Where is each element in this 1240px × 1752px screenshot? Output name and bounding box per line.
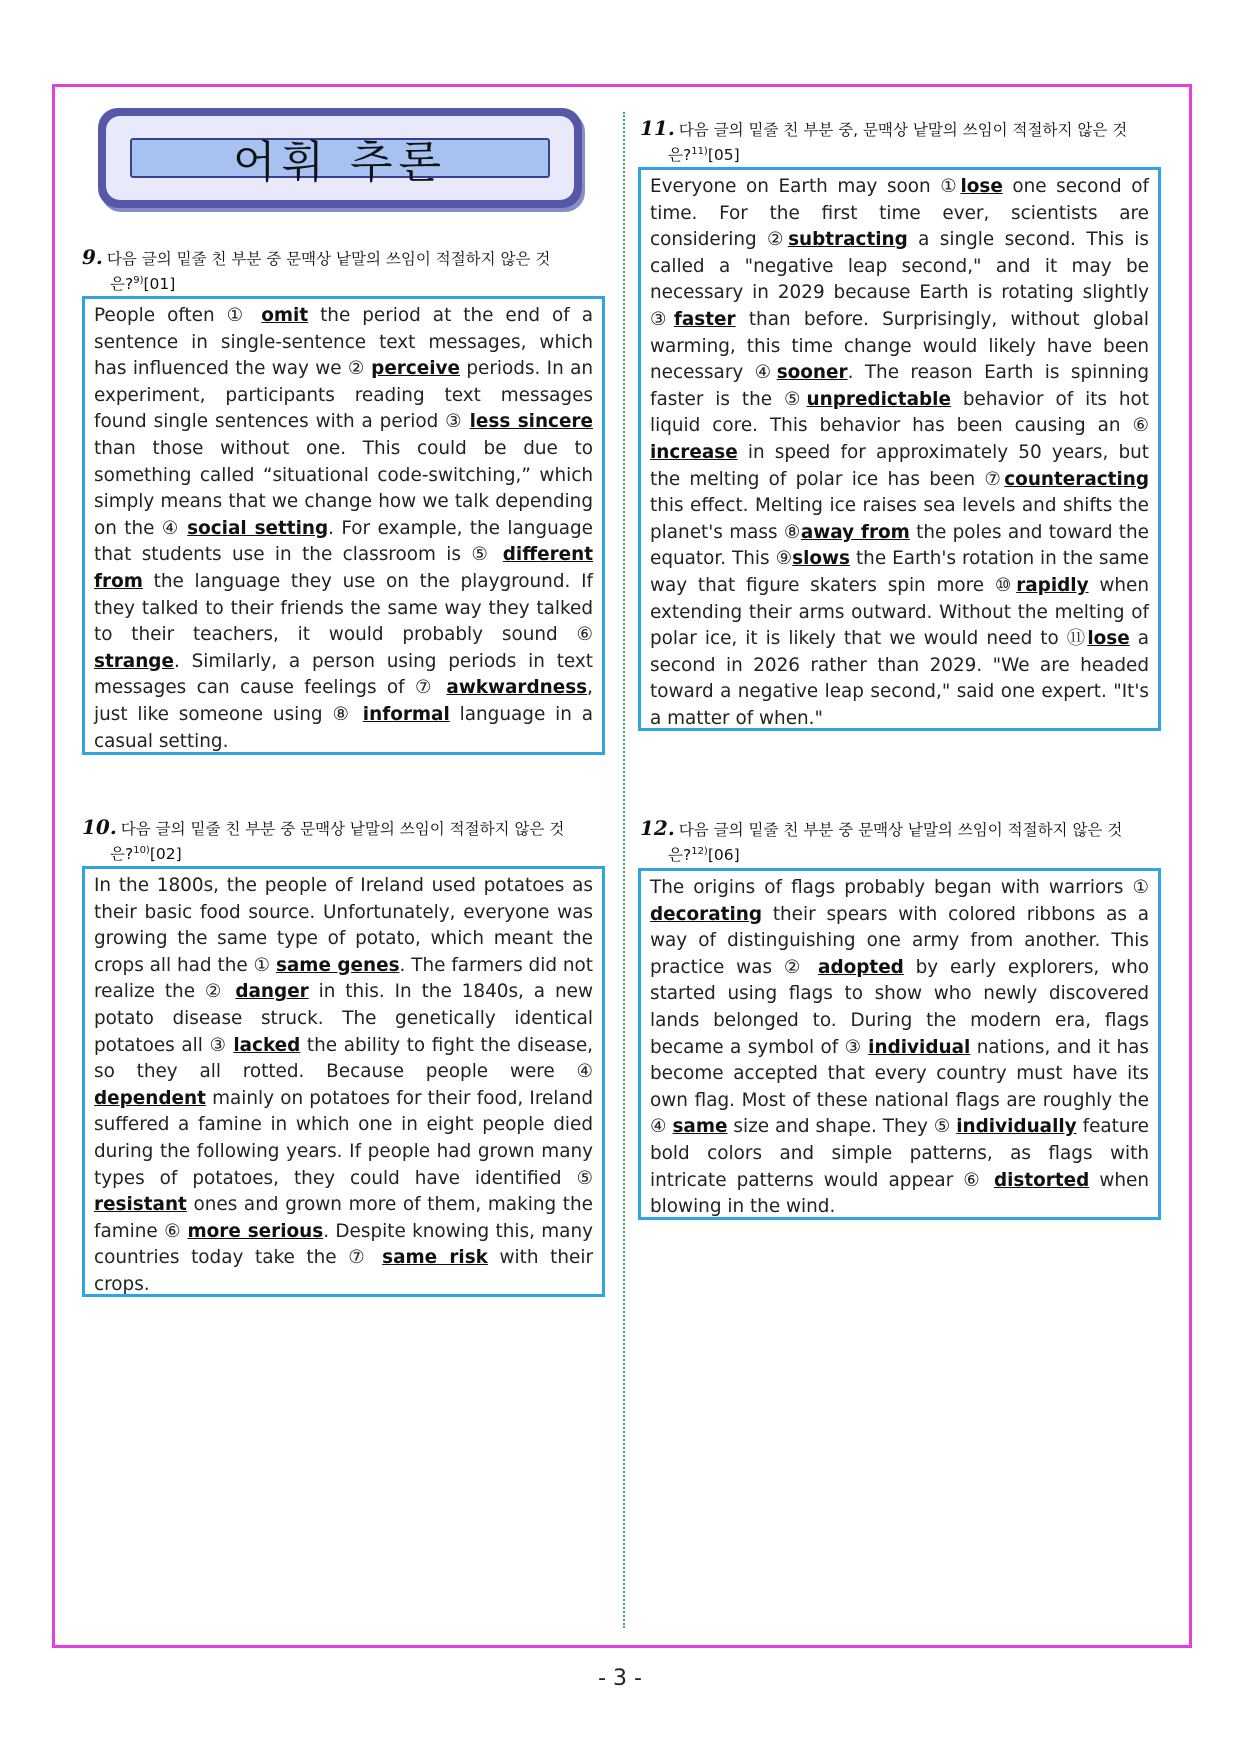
underlined-word: dependent <box>94 1087 206 1109</box>
underlined-word: lacked <box>233 1034 301 1056</box>
underlined-word: subtracting <box>788 229 908 251</box>
underlined-word: slows <box>792 548 850 570</box>
underlined-word: danger <box>235 981 309 1003</box>
page-number: - 3 - <box>598 1666 642 1691</box>
question-prompt-cont: 은? <box>668 146 692 165</box>
underlined-word: lose <box>960 176 1003 197</box>
underlined-word: rapidly <box>1016 574 1089 596</box>
underlined-word: omit <box>261 305 309 326</box>
underlined-word: unpredictable <box>806 388 951 410</box>
underlined-word: decorating <box>650 903 763 925</box>
question-prompt-cont: 은? <box>110 845 134 864</box>
question-code: [05] <box>707 146 740 165</box>
question-10-passage-box <box>82 866 605 1297</box>
footnote-marker: 11) <box>691 146 708 157</box>
underlined-word: adopted <box>818 956 904 978</box>
question-number: 11. <box>640 116 675 140</box>
underlined-word: same <box>672 1116 728 1138</box>
underlined-word: faster <box>673 308 736 330</box>
underlined-word: perceive <box>371 358 461 380</box>
underlined-word: same risk <box>382 1247 488 1269</box>
question-prompt: 다음 글의 밑줄 친 부분 중 문맥상 낱말의 쓰임이 적절하지 않은 것 <box>120 820 565 838</box>
underlined-word: counteracting <box>1004 468 1149 490</box>
section-title-badge <box>98 108 582 208</box>
underlined-word: same genes <box>275 954 400 976</box>
question-9-passage: People often ① omit the period at the end of a sentence in single-sentence text messages, which has influenced the way we ② perceive periods. In an experiment, participants reading text messages found single sentences with a period ③ less sincere than those without one. This could be due to something called “situational code-switching,” which simply means that we change how we talk depending on the ④ social setting. For example, the language that students use in the classroom is ⑤ different from the language they use on the playground. If they talked to their friends the same way they talked to their teachers, it would probably sound ⑥ strange. Similarly, a person using periods in text messages can cause feelings of ⑦ awkwardness, just like someone using ⑧ informal language in a casual setting. <box>94 305 593 752</box>
footnote-marker: 10) <box>133 845 150 856</box>
underlined-word: informal <box>362 703 450 725</box>
question-12-header <box>640 818 1160 866</box>
question-12-passage-box <box>638 868 1161 1220</box>
underlined-word: strange <box>94 650 174 672</box>
section-title: 어휘 추론 <box>232 137 447 188</box>
underlined-word: away from <box>800 521 910 543</box>
question-prompt: 다음 글의 밑줄 친 부분 중 문맥상 낱말의 쓰임이 적절하지 않은 것 <box>106 250 551 268</box>
underlined-word: sooner <box>776 362 848 384</box>
section-title-plate <box>130 137 550 188</box>
question-code: [01] <box>143 275 176 294</box>
question-prompt-cont: 은? <box>110 275 134 294</box>
underlined-word: less sincere <box>469 411 593 433</box>
question-number: 10. <box>82 815 117 839</box>
underlined-word: distorted <box>993 1169 1090 1191</box>
underlined-word: lose <box>1087 628 1130 650</box>
underlined-word: increase <box>650 441 738 463</box>
question-9-passage-box <box>82 296 605 755</box>
underlined-word: resistant <box>94 1194 187 1216</box>
footnote-marker: 12) <box>691 846 708 857</box>
question-prompt: 다음 글의 밑줄 친 부분 중 문맥상 낱말의 쓰임이 적절하지 않은 것 <box>678 821 1123 839</box>
question-number: 12. <box>640 816 675 840</box>
question-11-header <box>640 118 1160 166</box>
question-code: [02] <box>149 845 182 864</box>
question-10-passage: In the 1800s, the people of Ireland used potatoes as their basic food source. Unfortunately, everyone was growing the same type of potato, which meant the crops all had the ① same genes. The farmers did not realize the ② danger in this. In the 1840s, a new potato disease struck. The genetically identical potatoes all ③ lacked the ability to fight the disease, so they all rotted. Because people were ④ dependent mainly on potatoes for their food, Ireland suffered a famine in which one in eight people died during the following years. If people had grown many types of potatoes, they could have identified ⑤ resistant ones and grown more of them, making the famine ⑥ more serious. Despite knowing this, many countries today take the ⑦ same risk with their crops. <box>94 875 594 1295</box>
underlined-word: social setting <box>187 517 329 539</box>
question-11-passage-box <box>638 167 1161 731</box>
question-10-header <box>82 817 602 865</box>
question-number: 9. <box>82 245 103 269</box>
question-11-passage: Everyone on Earth may soon ①lose one second of time. For the first time ever, scientists are considering ②subtracting a single second. This is called a "negative leap second," and it may be necessary in 2029 because Earth is rotating slightly ③faster than before. Surprisingly, without global warming, this time change would likely have been necessary ④sooner. The reason Earth is spinning faster is the ⑤unpredictable behavior of its hot liquid core. This behavior has been causing an ⑥ increase in speed for approximately 50 years, but the melting of polar ice has been ⑦counteracting this effect. Melting ice raises sea levels and shifts the planet's mass ⑧away from the poles and toward the equator. This ⑨slows the Earth's rotation in the same way that figure skaters spin more ⑩rapidly when extending their arms outward. Without the melting of polar ice, it is likely that we would need to ⑪lose a second in 2026 rather than 2029. "We are headed toward a negative leap second," said one expert. "It's a matter of when." <box>650 176 1150 729</box>
question-12-passage: The origins of flags probably began with warriors ① decorating their spears with colored ribbons as a way of distinguishing one army from another. This practice was ② adopted by early explorers, who started using flags to show who newly discovered lands belonged to. During the modern era, flags became a symbol of ③ individual nations, and it has become accepted that every country must have its own flag. Most of these national flags are roughly the ④ same size and shape. They ⑤ individually feature bold colors and simple patterns, as flags with intricate patterns would appear ⑥ distorted when blowing in the wind. <box>650 877 1149 1218</box>
question-code: [06] <box>707 846 740 865</box>
underlined-word: individually <box>956 1116 1077 1138</box>
question-9-header <box>82 247 602 295</box>
underlined-word: more serious <box>187 1220 324 1242</box>
section-title-frame <box>106 116 574 200</box>
underlined-word: different from <box>94 544 593 592</box>
question-prompt-cont: 은? <box>668 846 692 865</box>
underlined-word: awkwardness <box>446 677 588 699</box>
question-prompt: 다음 글의 밑줄 친 부분 중, 문맥상 낱말의 쓰임이 적절하지 않은 것 <box>678 121 1128 139</box>
column-divider <box>623 112 625 1628</box>
underlined-word: individual <box>868 1036 971 1058</box>
footnote-marker: 9) <box>133 275 144 286</box>
